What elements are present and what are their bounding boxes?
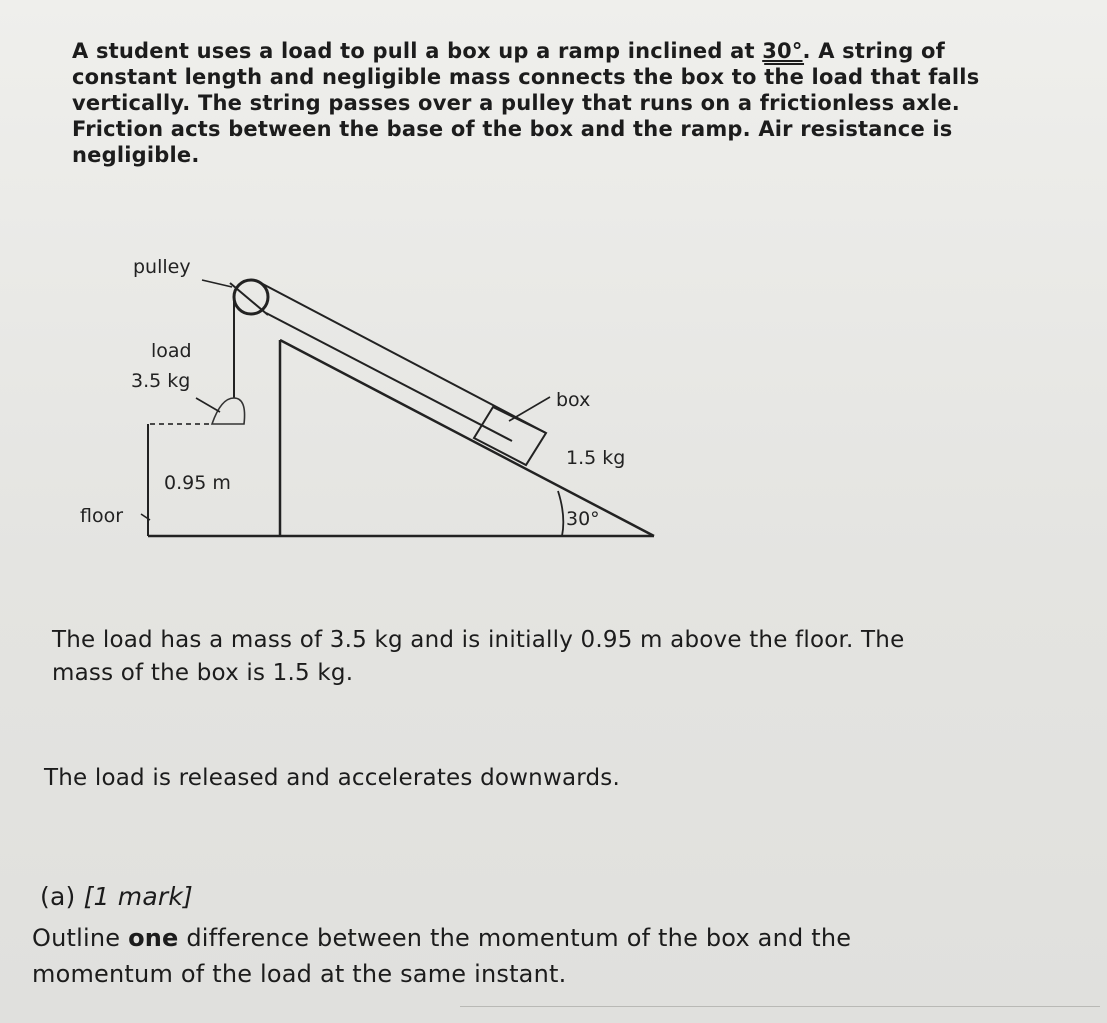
- question-text: [32, 920, 1092, 992]
- ramp-surface: [280, 340, 654, 536]
- question-heading: [40, 880, 193, 914]
- height-label: 0.95 m: [164, 472, 231, 494]
- angle-value: 30°: [762, 39, 803, 63]
- question-part: (a): [40, 882, 76, 911]
- intro-line-2: constant length and negligible mass connects the box to $\overline{the}$ load that falls: [72, 65, 980, 89]
- intro-line-4: Friction acts between the base of the box and the ramp. Air resistance is: [72, 117, 953, 141]
- box-label: box: [556, 389, 591, 411]
- string-upper: [257, 281, 546, 433]
- question-line-1: Outline one difference between the momentum of the box and the: [32, 924, 852, 952]
- load-description-line-2: mass of the box is 1.5 kg.: [52, 660, 354, 686]
- ramp-angle-label: 30°: [566, 508, 600, 530]
- question-line-2: momentum of the load at the same instant.: [32, 960, 567, 988]
- angle-arc: [558, 491, 563, 536]
- release-statement: The load is released and accelerates downwards.: [44, 765, 620, 791]
- pulley-label: pulley: [133, 256, 191, 278]
- load-description-line-1: The load has a mass of 3.5 kg and is initially 0.95 m above the floor. The: [52, 627, 905, 653]
- load-leader-line: [196, 398, 220, 412]
- box: [474, 407, 546, 465]
- intro-line-1: A student uses a load to pull a box up a ramp inclined at 30°. A string of: [72, 39, 945, 63]
- floor-label: floor: [80, 505, 124, 527]
- load-label: load: [151, 340, 192, 362]
- pulley-axle: [230, 283, 268, 315]
- string-lower: [266, 313, 512, 441]
- emphasis-one: one: [128, 924, 179, 952]
- box-mass-label: 1.5 kg: [566, 447, 626, 469]
- answer-line: [460, 1006, 1100, 1007]
- intro-line-5: negligible.: [72, 143, 200, 167]
- pulley-leader-line: [202, 280, 232, 287]
- load-mass-label: 3.5 kg: [131, 370, 191, 392]
- load-description: [52, 624, 1062, 690]
- box-leader-line: [509, 397, 550, 421]
- question-marks: [1 mark]: [83, 882, 193, 911]
- intro-line-3: vertically. The string passes over a pulley that runs on a frictionless axle.: [72, 91, 960, 115]
